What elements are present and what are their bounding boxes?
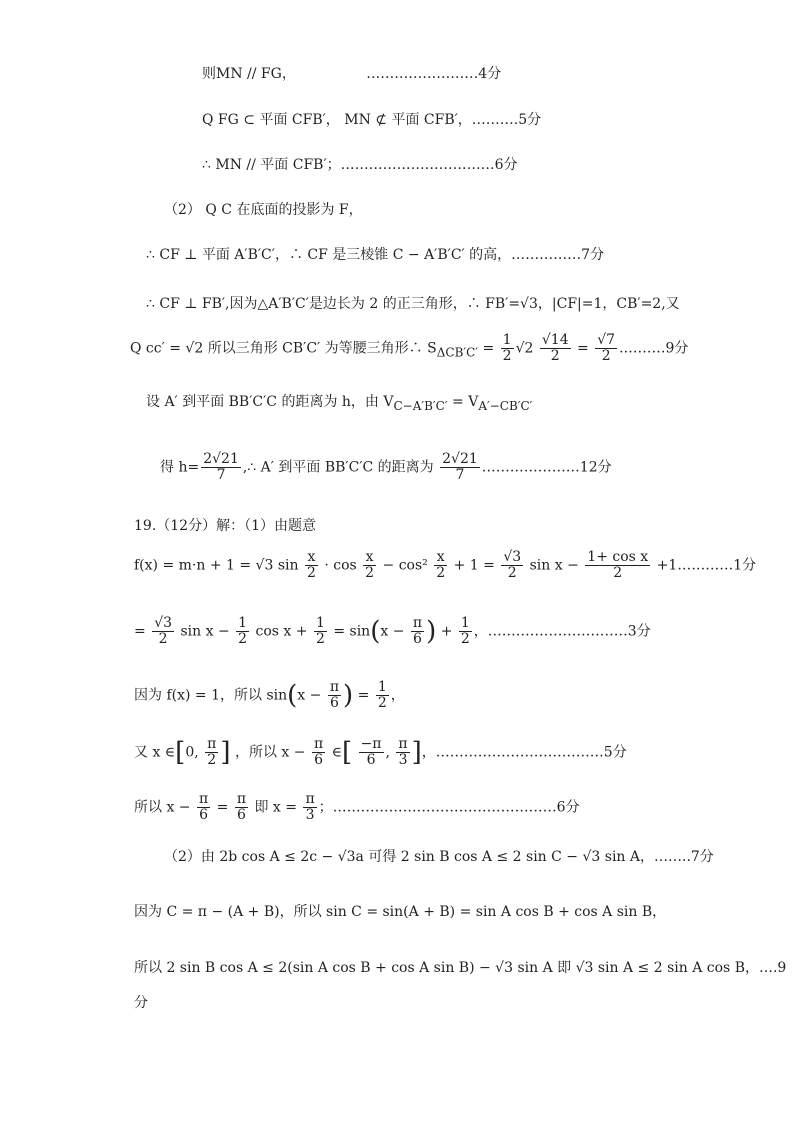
line-x-range: 又 x ∈[0, $\frac{\pi}{2}$ ] ，所以 x − $\frac{\pi}{6}$ ∈[ $\frac{-\pi}{6}$ , $\frac{\pi}{3}$ ]，………………………………5分 — [134, 736, 627, 768]
fraction-sqrt14-over-2: $\frac{√14}{2}$ — [541, 332, 569, 364]
fraction-h-value: $\frac{2√21}{7}$ — [203, 451, 239, 483]
fraction-half: $\frac{1}{2}$ — [502, 332, 512, 364]
line-part2-projection: （2） Q C 在底面的投影为 F， — [164, 202, 363, 218]
line-fg-subset-plane: Q FG ⊂ 平面 CFB′， MN ⊄ 平面 CFB′，……….5分 — [202, 112, 542, 128]
line-fx-expansion: f(x) = m·n + 1 = √3 sin $\frac{x}{2}$ · cos $\frac{x}{2}$ − cos² $\frac{x}{2}$ + 1 = $\frac{√3}{2}$ sin x − $\frac{\text{1+ cos x}}{2}$ +1…………1分 — [134, 549, 757, 581]
line-result-h: 得 h= $\frac{2√21}{7}$ ,∴ A′ 到平面 BB′C′C 的距离为 $\frac{2√21}{7}$ …………………12分 — [160, 451, 612, 483]
line-mn-parallel-fg: 则MN // FG， ……………………4分 — [202, 66, 502, 82]
line-mn-parallel-plane: ∴ MN // 平面 CFB′；……………………………6分 — [202, 157, 518, 173]
line-score-continuation: 分 — [134, 995, 148, 1011]
line-fx-simplified: = $\frac{√3}{2}$ sin x − $\frac{1}{2}$ cos x + $\frac{1}{2}$ = sin(x − $\frac{\pi}{6}$ ) + $\frac{1}{2}$ ，…………………………3分 — [134, 615, 651, 647]
line-x-solution: 所以 x − $\frac{\pi}{6}$ = $\frac{\pi}{6}$ 即 x = $\frac{\pi}{3}$ ；…………………………………………6分 — [134, 791, 580, 823]
line-distance-h: 设 A′ 到平面 BB′C′C 的距离为 h，由 $V_{C-A'B'C'} = V_{A'-CB'C'}$ — [146, 394, 533, 413]
line-cf-perpendicular: ∴ CF ⊥ 平面 A′B′C′，∴ CF 是三棱锥 C − A′B′C′ 的高，……………7分 — [146, 247, 605, 263]
line-equilateral-triangle: ∴ CF ⊥ FB′,因为△A′B′C′是边长为 2 的正三角形，∴ FB′=√3，|CF|=1，CB′=2,又 — [146, 296, 680, 312]
line-sin-c-identity: 因为 C = π − (A + B)，所以 sin C = sin(A + B) = sin A cos B + cos A sin B， — [134, 904, 667, 920]
line-part2-inequality: （2）由 2b cos A ≤ 2c − √3a 可得 2 sin B cos A ≤ 2 sin C − √3 sin A，……..7分 — [164, 849, 714, 865]
line-inequality-derivation: 所以 2 sin B cos A ≤ 2(sin A cos B + cos A sin B) − √3 sin A 即 √3 sin A ≤ 2 sin A cos B，….9 — [134, 960, 787, 976]
fraction-distance-value: $\frac{2√21}{7}$ — [442, 451, 478, 483]
line-isosceles-area: Q cc′ = √2 所以三角形 CB′C′ 为等腰三角形∴ $S_{\Delta CB'C'}$ = $\frac{1}{2}$ √2 $\frac{√14}{2}$ = $\frac{√7}{2}$ .………9分 — [130, 332, 689, 364]
question-19-heading: 19.（12分）解：（1）由题意 — [134, 518, 316, 534]
line-fx-equals-one: 因为 f(x) = 1，所以 sin(x − $\frac{\pi}{6}$ ) = $\frac{1}{2}$ ， — [134, 679, 405, 711]
fraction-sqrt7-over-2: $\frac{√7}{2}$ — [597, 332, 616, 364]
